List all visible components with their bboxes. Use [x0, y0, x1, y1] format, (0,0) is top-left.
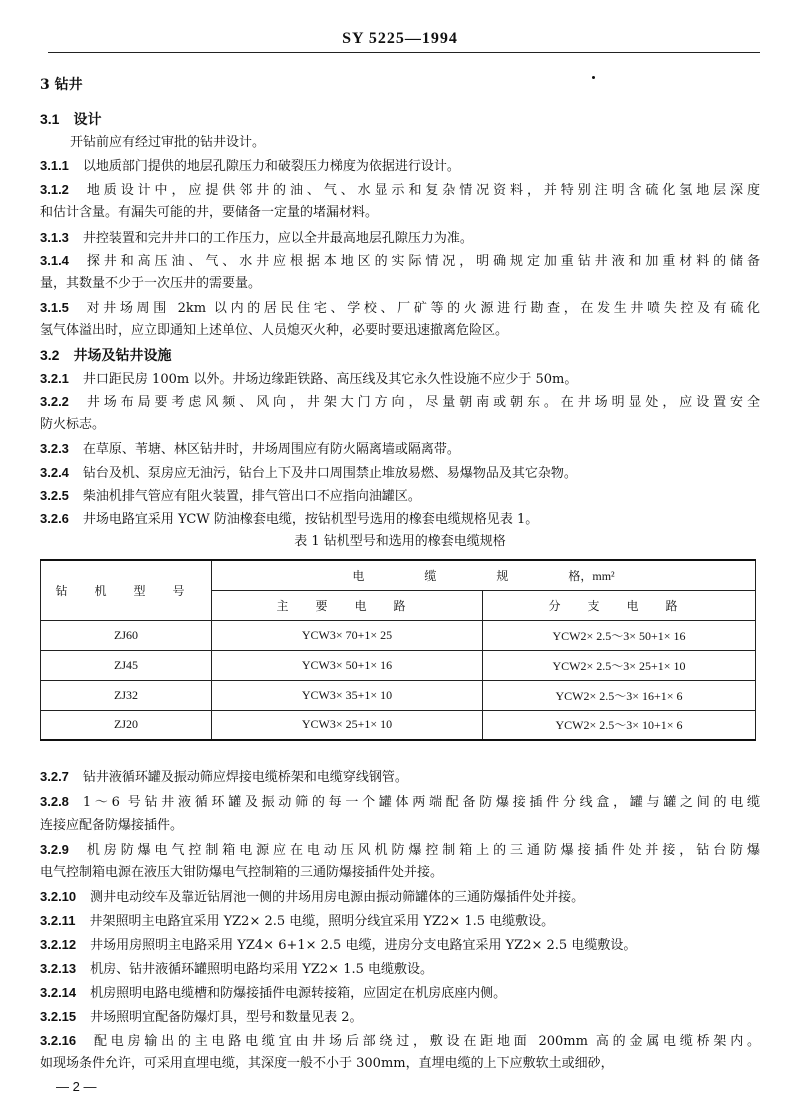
clause-3-2-9-line2: 电气控制箱电源在液压大钳防爆电气控制箱的三通防爆接插件处并接。 — [40, 865, 444, 880]
clause-3-1-4-line2: 量，其数量不少于一次压井的需要量。 — [40, 276, 262, 291]
clause-text: 以地质部门提供的地层孔隙压力和破裂压力梯度为依据进行设计。 — [82, 159, 460, 174]
clause-3-1-3 — [40, 229, 760, 248]
clause-text: 配电房输出的主电路电缆宜由井场后部绕过，敷设在距地面 200mm 高的金属电缆桥架内。 — [90, 1034, 760, 1049]
clause-3-2-13 — [40, 960, 760, 979]
clause-number: 3.2.14 — [40, 985, 77, 1000]
clause-number: 3.2.7 — [40, 769, 69, 784]
clause-3-2-12 — [40, 936, 760, 955]
clause-number: 3.2.16 — [40, 1033, 77, 1048]
clause-3-2-7 — [40, 768, 760, 787]
clause-3-2-9-line1 — [40, 841, 760, 860]
clause-3-2-2-line1 — [40, 393, 760, 412]
clause-number: 3.2.10 — [40, 889, 77, 904]
clause-title: 设计 — [73, 112, 102, 128]
clause-text: 井架照明主电路宜采用 YZ2× 2.5 电缆，照明分线宜采用 YZ2× 1.5 电缆敷设。 — [89, 914, 555, 929]
clause-3-2-16-line1 — [40, 1032, 760, 1051]
clause-text: 钻台及机、泵房应无油污，钻台上下及井口周围禁止堆放易燃、易爆物品及其它杂物。 — [82, 466, 577, 481]
clause-number: 3.2.11 — [40, 913, 76, 928]
clause-number: 3.2.12 — [40, 937, 77, 952]
clause-number: 3.2.4 — [40, 465, 69, 480]
clause-text: 钻井液循环罐及振动筛应焊接电缆桥架和电缆穿线钢管。 — [82, 770, 408, 785]
table-row — [41, 710, 756, 740]
clause-text: 1～6 号钻井液循环罐及振动筛的每一个罐体两端配备防爆接插件分线盒，罐与罐之间的电缆 — [82, 795, 760, 810]
cell-branch-circuit: YCW2× 2.5～3× 10+1× 6 — [483, 710, 756, 740]
cell-model: ZJ45 — [41, 650, 212, 680]
clause-title: 井场及钻井设施 — [73, 348, 172, 364]
clause-3-1-2-line1 — [40, 181, 760, 200]
spec-header-char: 规 — [496, 568, 509, 583]
column-header-main-circuit — [212, 590, 483, 620]
clause-number: 3.2.6 — [40, 511, 69, 526]
clause-text: 机房照明电路电缆槽和防爆接插件电源转接箱，应固定在机房底座内侧。 — [90, 986, 507, 1001]
cell-main-circuit: YCW3× 25+1× 10 — [212, 710, 483, 740]
clause-3-1-5-line2: 氢气体溢出时，应立即通知上述单位、人员熄灭火种，必要时要迅速撤离危险区。 — [40, 323, 509, 338]
clause-text: 机房防爆电气控制箱电源应在电动压风机防爆控制箱上的三通防爆接插件处并接，钻台防爆 — [82, 843, 760, 858]
clause-text: 井场用房照明主电路采用 YZ4× 6+1× 2.5 电缆，进房分支电路宜采用 YZ2× 2.5 电缆敷设。 — [90, 938, 637, 953]
clause-3-2-4 — [40, 464, 760, 483]
clause-number: 3.2.5 — [40, 488, 69, 503]
clause-3-2-2-line2: 防火标志。 — [40, 417, 106, 432]
table-1-caption: 表 1 钻机型号和选用的橡套电缆规格 — [294, 534, 506, 549]
column-header-label: 钻 机 型 号 — [55, 583, 197, 598]
clause-3-1-4-line1 — [40, 252, 760, 271]
page-number: — 2 — — [56, 1079, 97, 1094]
table-row — [41, 680, 756, 710]
column-header-spec — [212, 560, 756, 590]
clause-3-2-15 — [40, 1008, 760, 1027]
clause-text: 井口距民房 100m 以外。井场边缘距铁路、高压线及其它永久性设施不应少于 50m。 — [82, 372, 578, 387]
column-header-label: 主 要 电 路 — [276, 598, 418, 613]
clause-3-2-6 — [40, 510, 760, 529]
clause-number: 3.1.1 — [40, 158, 69, 173]
standard-number-header: SY 5225—1994 — [342, 30, 458, 47]
column-header-label: 分 支 电 路 — [548, 598, 690, 613]
clause-number: 3.1 — [40, 111, 60, 127]
clause-number: 3.2.2 — [40, 394, 69, 409]
spec-header-char: 缆 — [424, 568, 437, 583]
clause-text: 井场照明宜配备防爆灯具，型号和数量见表 2。 — [90, 1010, 363, 1025]
clause-number: 3.2 — [40, 347, 60, 363]
clause-3-2-8-line2: 连接应配备防爆接插件。 — [40, 818, 184, 833]
clause-3-1-heading — [40, 110, 760, 129]
clause-number: 3.1.2 — [40, 182, 69, 197]
cell-model: ZJ60 — [41, 620, 212, 650]
clause-number: 3.2.13 — [40, 961, 77, 976]
table-header-row — [41, 560, 756, 590]
cell-branch-circuit: YCW2× 2.5～3× 25+1× 10 — [483, 650, 756, 680]
clause-text: 对井场周围 2km 以内的居民住宅、学校、厂矿等的火源进行勘查，在发生井喷失控及有硫化 — [82, 301, 760, 316]
clause-text: 井场电路宜采用 YCW 防油橡套电缆，按钻机型号选用的橡套电缆规格见表 1。 — [82, 512, 539, 527]
clause-text: 机房、钻井液循环罐照明电路均采用 YZ2× 1.5 电缆敷设。 — [90, 962, 434, 977]
clause-3-2-14 — [40, 984, 760, 1003]
table-row — [41, 650, 756, 680]
clause-3-1-5-line1 — [40, 299, 760, 318]
cell-branch-circuit: YCW2× 2.5～3× 16+1× 6 — [483, 680, 756, 710]
clause-number: 3.2.1 — [40, 371, 69, 386]
table-row — [41, 620, 756, 650]
clause-3-2-3 — [40, 440, 760, 459]
clause-number: 3.1.4 — [40, 253, 69, 268]
clause-number: 3.2.15 — [40, 1009, 77, 1024]
column-header-branch-circuit — [483, 590, 756, 620]
clause-text: 井控装置和完井井口的工作压力，应以全井最高地层孔隙压力为准。 — [82, 231, 473, 246]
clause-3-2-11 — [40, 912, 760, 931]
clause-text: 柴油机排气管应有阻火装置，排气管出口不应指向油罐区。 — [82, 489, 421, 504]
cell-main-circuit: YCW3× 70+1× 25 — [212, 620, 483, 650]
cell-main-circuit: YCW3× 35+1× 10 — [212, 680, 483, 710]
clause-3-2-16-line2: 如现场条件允许，可采用直埋电缆，其深度一般不小于 300mm，直埋电缆的上下应敷软土或细砂， — [40, 1056, 614, 1071]
clause-number: 3.2.3 — [40, 441, 69, 456]
clause-number: 3.1.3 — [40, 230, 69, 245]
section-3-heading: 3 钻井 — [40, 77, 83, 93]
clause-3-1-1 — [40, 157, 760, 176]
cell-model: ZJ20 — [41, 710, 212, 740]
clause-3-1-2-line2: 和估计含量。有漏失可能的井，要储备一定量的堵漏材料。 — [40, 205, 379, 220]
clause-text: 测井电动绞车及靠近钻屑池一侧的井场用房电源由振动筛罐体的三通防爆插件处并接。 — [90, 890, 585, 905]
clause-3-2-10 — [40, 888, 760, 907]
cell-branch-circuit: YCW2× 2.5～3× 50+1× 16 — [483, 620, 756, 650]
cell-model: ZJ32 — [41, 680, 212, 710]
clause-number: 3.2.9 — [40, 842, 69, 857]
clause-text: 地质设计中，应提供邻井的油、气、水显示和复杂情况资料，并特别注明含硫化氢地层深度 — [82, 183, 760, 198]
spec-header-char: 电 — [352, 568, 365, 583]
clause-number: 3.1.5 — [40, 300, 69, 315]
header-rule — [48, 52, 760, 53]
clause-text: 井场布局要考虑风频、风向，井架大门方向，尽量朝南或朝东。在井场明显处，应设置安全 — [82, 395, 760, 410]
clause-3-1-intro: 开钻前应有经过审批的钻井设计。 — [70, 135, 266, 150]
spec-header-unit: 格，mm² — [568, 568, 615, 583]
clause-3-2-heading — [40, 346, 760, 365]
clause-text: 探井和高压油、气、水井应根据本地区的实际情况，明确规定加重钻井液和加重材料的储备 — [82, 254, 760, 269]
clause-3-2-8-line1 — [40, 793, 760, 812]
clause-number: 3.2.8 — [40, 794, 69, 809]
cell-main-circuit: YCW3× 50+1× 16 — [212, 650, 483, 680]
clause-3-2-5 — [40, 487, 760, 506]
clause-text: 在草原、苇塘、林区钻井时，井场周围应有防火隔离墙或隔离带。 — [82, 442, 460, 457]
cable-spec-table — [40, 559, 756, 741]
column-header-model — [41, 560, 212, 620]
clause-3-2-1 — [40, 370, 760, 389]
